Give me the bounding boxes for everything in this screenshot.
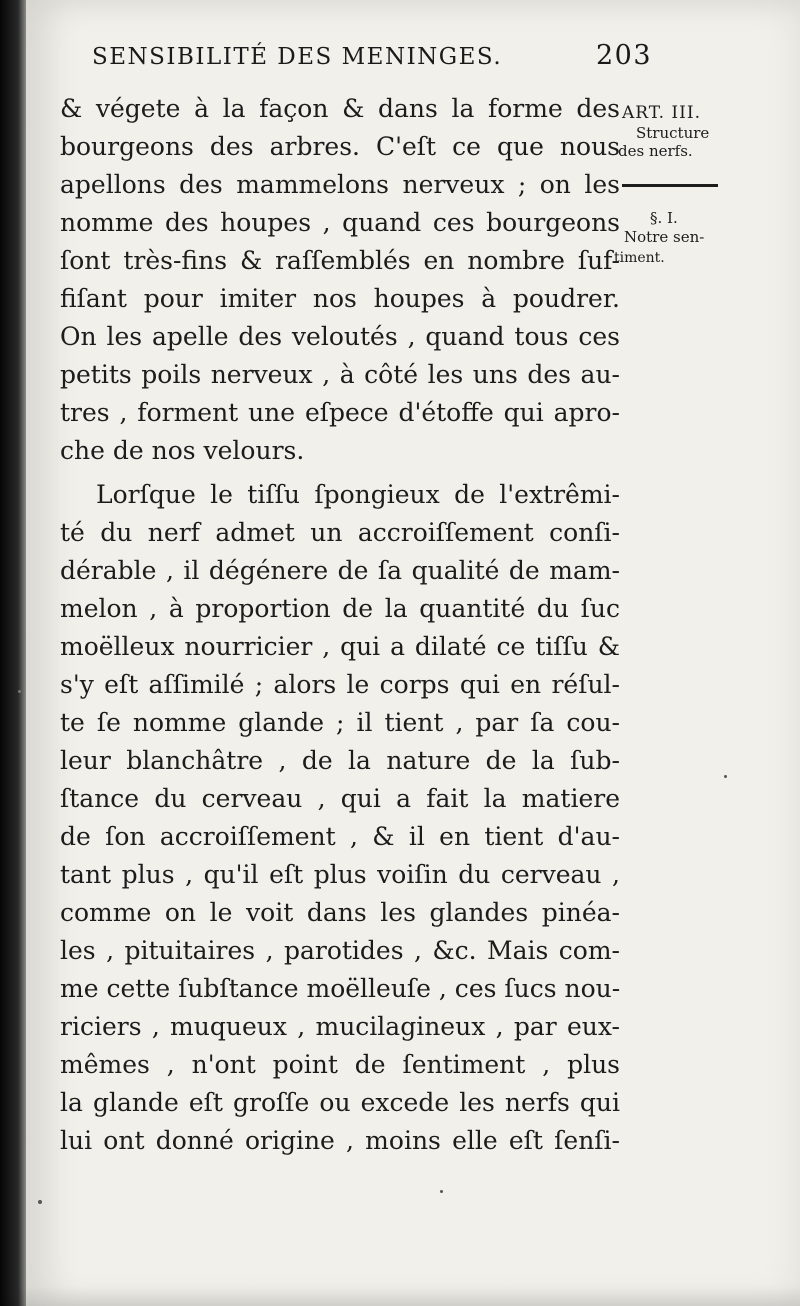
text-line: té du nerf admet un accroiſſement conſi- (60, 518, 620, 547)
paper-speck (18, 690, 21, 693)
margin-note-structure: Structure (636, 124, 710, 142)
text-line: mêmes , n'ont point de ſentiment , plus (60, 1050, 620, 1079)
text-line: tres , forment une eſpece d'étoffe qui apro- (60, 398, 620, 427)
text-line: bourgeons des arbres. C'eſt ce que nous (60, 132, 620, 161)
text-line: me cette ſubſtance moëlleuſe , ces ſucs nou- (60, 974, 621, 1003)
text-line: ſtance du cerveau , qui a fait la matiere (60, 784, 620, 813)
paper-speck (440, 1190, 443, 1193)
page-number: 203 (596, 40, 653, 71)
text-line: les , pituitaires , parotides , &c. Mais com- (60, 936, 620, 965)
text-line: comme on le voit dans les glandes pinéa- (60, 898, 620, 927)
page-bottom-shade (0, 1286, 800, 1306)
text-line: che de nos velours. (60, 436, 305, 465)
text-line: de ſon accroiſſement , & il en tient d'au- (60, 822, 620, 851)
text-line: la glande eſt groſſe ou excede les nerfs qui (60, 1088, 620, 1117)
text-line: On les apelle des veloutés , quand tous ces (60, 322, 620, 351)
text-line: dérable , il dégénere de ſa qualité de mam- (60, 556, 620, 585)
page-gutter-shadow (0, 0, 26, 1306)
text-line: & végete à la façon & dans la forme des (60, 94, 620, 123)
text-line: tant plus , qu'il eſt plus voiſin du cerveau , (60, 860, 620, 889)
text-line: fiſant pour imiter nos houpes à poudrer. (60, 284, 620, 313)
running-head-title: SENSIBILITÉ DES MENINGES. (92, 44, 503, 70)
text-line: moëlleux nourricier , qui a dilaté ce tiſſu & (60, 632, 620, 661)
text-line: te ſe nomme glande ; il tient , par ſa cou- (60, 708, 620, 737)
text-line: riciers , muqueux , mucilagineux , par eux- (60, 1012, 620, 1041)
margin-note-des-nerfs: des nerfs. (618, 142, 693, 160)
text-line: lui ont donné origine , moins elle eſt ſenſi- (60, 1126, 620, 1155)
text-line: apellons des mammelons nerveux ; on les (60, 170, 620, 199)
text-line: ſont très-fins & raſſemblés en nombre ſuf- (60, 246, 620, 275)
margin-note-section: §. I. (650, 209, 678, 227)
margin-note-timent: timent. (614, 250, 665, 266)
running-head (92, 40, 653, 71)
paper-speck (38, 1200, 42, 1204)
text-line: leur blanchâtre , de la nature de la ſub- (60, 746, 620, 775)
text-line: s'y eſt aſſimilé ; alors le corps qui en réſul- (60, 670, 620, 699)
text-line: petits poils nerveux , à côté les uns des au- (60, 360, 620, 389)
margin-note-article: ART. III. (622, 103, 701, 123)
margin-note-notre-sen: Notre sen- (624, 228, 705, 246)
text-line: Lorſque le tiſſu ſpongieux de l'extrêmi- (96, 480, 620, 509)
paper-speck (724, 775, 727, 778)
text-line: melon , à proportion de la quantité du ſuc (60, 594, 620, 623)
margin-divider-rule (622, 184, 718, 187)
text-line: nomme des houpes , quand ces bourgeons (60, 208, 620, 237)
